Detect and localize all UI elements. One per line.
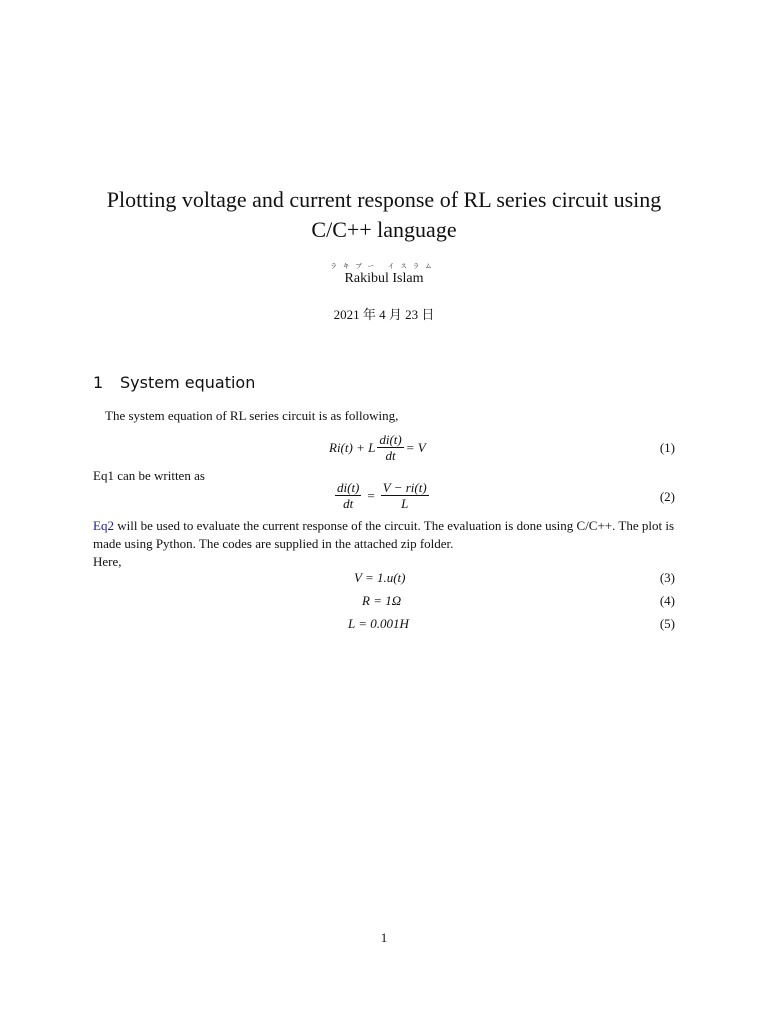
section-heading [93, 373, 255, 392]
equation-4 [362, 593, 401, 609]
equation-5-number: (5) [659, 616, 675, 631]
equation-2-number: (2) [659, 489, 675, 504]
eq1-rewrite-paragraph: Eq1 can be written as [93, 468, 205, 483]
title-line-1: Plotting voltage and current response of RL series circuit using [106, 187, 662, 212]
equation-2 [333, 480, 431, 511]
eq1-lhs: Ri(t) + L [329, 439, 376, 455]
author-block [284, 263, 484, 287]
eq5-text: L = 0.001H [348, 616, 409, 631]
eq2-equals: = [367, 487, 375, 503]
here-paragraph: Here, [93, 554, 122, 569]
eq2-numerator-right: V − ri(t) [382, 480, 427, 495]
paper-title [60, 185, 708, 245]
equation-3-number: (3) [659, 570, 675, 585]
eq2-denominator-right: L [401, 496, 409, 511]
eq1-rhs: = V [405, 439, 426, 455]
evaluation-text: will be used to evaluate the current response of the circuit. The evaluation is done using C/C++. The plot is made using Python. The codes are supplied in the attached zip folder. [93, 518, 675, 551]
eq1-fraction [377, 432, 403, 463]
section-number: 1 [93, 373, 104, 392]
eq2-fraction-left [335, 480, 361, 511]
equation-1 [329, 432, 426, 463]
equation-1-number: (1) [659, 440, 675, 455]
title-line-2: C/C++ language [311, 217, 457, 242]
evaluation-paragraph [93, 517, 675, 553]
eq2-fraction-right [381, 480, 429, 511]
equation-5 [348, 616, 409, 632]
eq2-denominator-left: dt [343, 496, 354, 511]
page-number: 1 [380, 930, 388, 945]
equation-4-number: (4) [659, 593, 675, 608]
equation-3 [354, 570, 406, 586]
intro-paragraph: The system equation of RL series circuit is as following, [105, 408, 399, 423]
author-ruby: ラキブー イスラム [330, 263, 438, 270]
section-title: System equation [120, 373, 256, 392]
eq2-reference-link[interactable]: Eq2 [93, 518, 114, 533]
author-name: Rakibul Islam [344, 271, 424, 286]
eq2-numerator-left: di(t) [337, 480, 360, 495]
eq1-denominator: dt [385, 448, 396, 463]
eq1-numerator: di(t) [379, 432, 402, 447]
paper-date: 2021 年 4 月 23 日 [333, 307, 435, 322]
eq3-text: V = 1.u(t) [354, 570, 406, 585]
eq4-text: R = 1Ω [362, 593, 402, 608]
